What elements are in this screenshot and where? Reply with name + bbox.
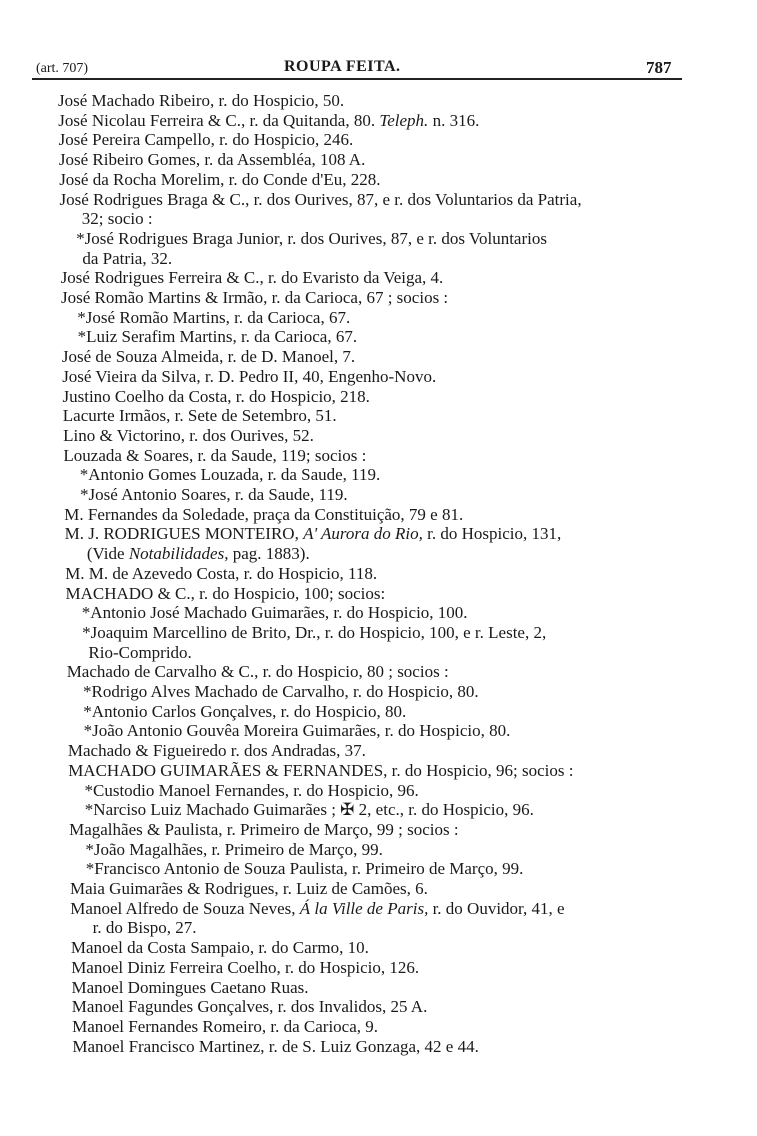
directory-entry [65,564,377,584]
entry-text: José Vieira da Silva, r. D. Pedro II, 40, Engenho-Novo. [62,366,437,386]
entry-text: Rio-Comprido. [88,642,192,662]
entry-text: *Antonio Gomes Louzada, r. da Saude, 119. [79,465,381,485]
partner-line [77,308,350,328]
entry-text: Manoel Fagundes Gonçalves, r. dos Invalidos, 25 A. [71,997,428,1017]
entry-text: José de Souza Almeida, r. de D. Manoel, 7. [61,347,356,367]
entry-text: José Nicolau Ferreira & C., r. da Quitanda, 80. [58,110,380,130]
section-title: ROUPA FEITA. [284,58,401,75]
entry-text: *João Antonio Gouvêa Moreira Guimarães, r. do Hospicio, 80. [83,721,511,741]
directory-entry [59,170,380,190]
directory-entry [61,268,444,288]
partner-line [78,327,357,347]
directory-entry [68,761,573,781]
entry-text: José Machado Ribeiro, r. do Hospicio, 50. [58,91,345,110]
partner-line [83,682,479,702]
directory-entry [58,111,479,131]
entry-text: Manoel Fernandes Romeiro, r. da Carioca, 9. [72,1016,379,1036]
partner-line [85,781,419,801]
directory-entry [72,997,428,1017]
directory-entry [72,1017,378,1037]
entry-text: M. M. de Azevedo Costa, r. do Hospicio, 118. [65,563,378,583]
directory-entry [60,190,582,210]
entry-text: *José Romão Martins, r. da Carioca, 67. [77,307,351,327]
entry-text: MACHADO & C., r. do Hospicio, 100; socios: [65,583,386,603]
entry-text: *Antonio Carlos Gonçalves, r. do Hospicio, 80. [83,701,407,721]
italic-text: Notabilidades, [128,544,229,564]
partner-line [80,485,348,505]
continuation-line [82,209,153,229]
entry-text: Maia Guimarães & Rodrigues, r. Luiz de Camões, 6. [70,879,428,898]
directory-entry [71,958,419,978]
entry-text: *Luiz Serafim Martins, r. da Carioca, 67. [77,327,358,347]
directory-entry [61,288,448,308]
entry-text: Louzada & Soares, r. da Saude, 119; socios : [63,445,367,465]
entry-text: José Romão Martins & Irmão, r. da Carioca, 67 ; socios : [61,288,449,307]
entry-text: *Rodrigo Alves Machado de Carvalho, r. do Hospicio, 80. [83,682,479,701]
entry-text: Manoel Francisco Martinez, r. de S. Luiz Gonzaga, 42 e 44. [72,1036,479,1056]
entry-text: Manoel Alfredo de Souza Neves, [70,898,300,918]
entry-text: da Patria, 32. [82,248,173,268]
directory-entry [62,367,436,387]
entry-text: Lino & Victorino, r. dos Ourives, 52. [63,425,314,445]
continuation-line [87,544,310,564]
entry-text: r. do Ouvidor, 41, e [428,898,565,918]
continuation-line [88,643,191,663]
directory-entry [64,505,463,525]
entry-text: pag. 1883). [228,544,310,564]
entry-text: *Francisco Antonio de Souza Paulista, r. Primeiro de Março, 99. [85,859,524,879]
partner-line [82,603,468,623]
entry-text: Justino Coelho da Costa, r. do Hospicio, 218. [62,386,370,406]
entry-text: Machado & Figueiredo r. dos Andradas, 37. [67,741,366,761]
entry-text: Manoel Diniz Ferreira Coelho, r. do Hospicio, 126. [71,957,420,977]
page-number: 787 [646,58,672,77]
italic-text: Teleph. [379,110,429,130]
entry-text: José Ribeiro Gomes, r. da Assembléa, 108 A. [58,150,366,170]
continuation-line [93,918,197,938]
entry-text: 32; socio : [81,209,153,229]
partner-line [85,840,382,860]
entry-text: *Custodio Manoel Fernandes, r. do Hospicio, 96. [84,780,419,800]
entry-text: Machado de Carvalho & C., r. do Hospicio, 80 ; socios : [66,662,449,682]
directory-entry [67,662,449,682]
directory-entry [72,1037,478,1057]
directory-entry [63,406,337,426]
entry-text: Lacurte Irmãos, r. Sete de Setembro, 51. [62,406,337,426]
article-reference: (art. 707) [36,61,89,76]
directory-entry [72,978,309,998]
partner-line [85,800,534,820]
entry-text: *José Antonio Soares, r. da Saude, 119. [80,485,348,504]
directory-entry [63,426,314,446]
partner-line [83,702,406,722]
directory-entry [58,91,344,111]
entry-text: José da Rocha Morelim, r. do Conde d'Eu, 228. [59,169,381,189]
continuation-line [82,249,172,269]
italic-text: Á la Ville de Paris, [299,898,429,918]
entry-text: *Antonio José Machado Guimarães, r. do Hospicio, 100. [81,603,468,623]
directory-entry [65,524,562,544]
directory-entry [63,387,370,407]
italic-text: A' Aurora do Rio, [303,524,423,544]
entry-text: M. J. RODRIGUES MONTEIRO, [64,524,304,544]
entry-text: *José Rodrigues Braga Junior, r. dos Ourives, 87, e r. dos Voluntarios [76,228,547,248]
entry-text: r. do Hospicio, 131, [422,524,562,544]
entry-text: Manoel Domingues Caetano Ruas. [71,977,309,997]
entry-text: José Pereira Campello, r. do Hospicio, 246. [58,130,354,150]
header-rule [32,78,682,80]
entry-text: Magalhães & Paulista, r. Primeiro de Março, 99 ; socios : [69,819,459,839]
entry-text: José Rodrigues Ferreira & C., r. do Evaristo da Veiga, 4. [60,268,444,288]
entry-text: r. do Bispo, 27. [92,918,197,938]
entry-text: José Rodrigues Braga & C., r. dos Ourives, 87, e r. dos Voluntarios da Patria, [59,189,582,209]
directory-entry [59,150,365,170]
partner-line [76,229,547,249]
entry-text: n. 316. [428,110,480,130]
entry-text: MACHADO GUIMARÃES & FERNANDES, r. do Hospicio, 96; socios : [68,760,574,780]
directory-entry [59,130,354,150]
directory-entry [62,347,355,367]
directory-entry [68,741,366,761]
entry-text: M. Fernandes da Soledade, praça da Constituição, 79 e 81. [64,504,464,524]
partner-line [86,859,524,879]
partner-line [82,623,546,643]
directory-entry [70,899,564,919]
directory-entry [63,446,366,466]
entry-text: (Vide [86,544,129,564]
partner-line [80,465,381,485]
directory-entry [66,584,386,604]
partner-line [84,721,511,741]
directory-entry [70,879,428,899]
entry-text: *João Magalhães, r. Primeiro de Março, 99. [85,839,383,859]
entry-text: *Narciso Luiz Machado Guimarães ; ✠ 2, etc., r. do Hospicio, 96. [84,800,534,820]
directory-entry [71,938,369,958]
directory-entry [69,820,459,840]
entry-text: Manoel da Costa Sampaio, r. do Carmo, 10. [70,938,369,958]
entry-text: *Joaquim Marcellino de Brito, Dr., r. do Hospicio, 100, e r. Leste, 2, [82,622,547,642]
